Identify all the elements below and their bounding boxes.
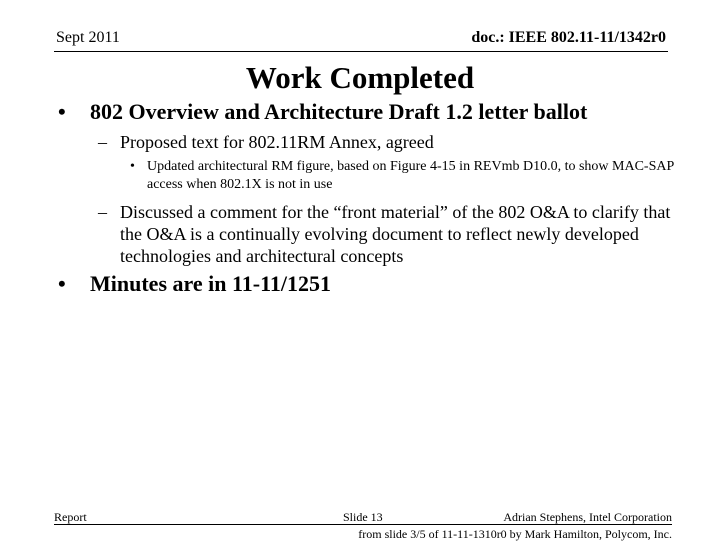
bullet-text: 802 Overview and Architecture Draft 1.2 letter ballot: [90, 99, 588, 124]
bullet-marker: •: [130, 159, 135, 174]
header-document-id: doc.: IEEE 802.11-11/1342r0: [471, 29, 666, 46]
footer-slide-number: Slide 13: [343, 510, 383, 524]
sub-sub-bullet-text: Updated architectural RM figure, based on Figure 4-15 in REVmb D10.0, to show MAC-SAP access when 802.1X is not in use: [147, 159, 674, 192]
sub-bullet-proposed-text: [98, 131, 698, 153]
bullet-marker: •: [58, 271, 66, 296]
dash-marker: –: [98, 202, 107, 222]
sub-sub-bullet-rm-figure: [130, 158, 690, 194]
dash-marker: –: [98, 132, 107, 152]
bullet-marker: •: [58, 99, 66, 124]
sub-bullet-text: Discussed a comment for the “front material” of the 802 O&A to clarify that the O&A is a continually evolving document to reflect newly developed technologies and architectural concepts: [120, 202, 671, 266]
sub-bullet-text: Proposed text for 802.11RM Annex, agreed: [120, 132, 434, 152]
header-divider: [54, 51, 668, 52]
bullet-ballot: [58, 99, 698, 125]
bullet-minutes: [58, 271, 698, 297]
bullet-text: Minutes are in 11-11/1251: [90, 271, 331, 296]
header-date: Sept 2011: [56, 29, 120, 46]
slide-title: Work Completed: [245, 60, 475, 95]
sub-bullet-front-material: [98, 201, 678, 267]
footer-author: Adrian Stephens, Intel Corporation: [503, 510, 672, 524]
footer-left-label: Report: [54, 510, 87, 524]
footer-divider: [54, 524, 672, 525]
footer-source: from slide 3/5 of 11-11-1310r0 by Mark Hamilton, Polycom, Inc.: [358, 527, 672, 541]
